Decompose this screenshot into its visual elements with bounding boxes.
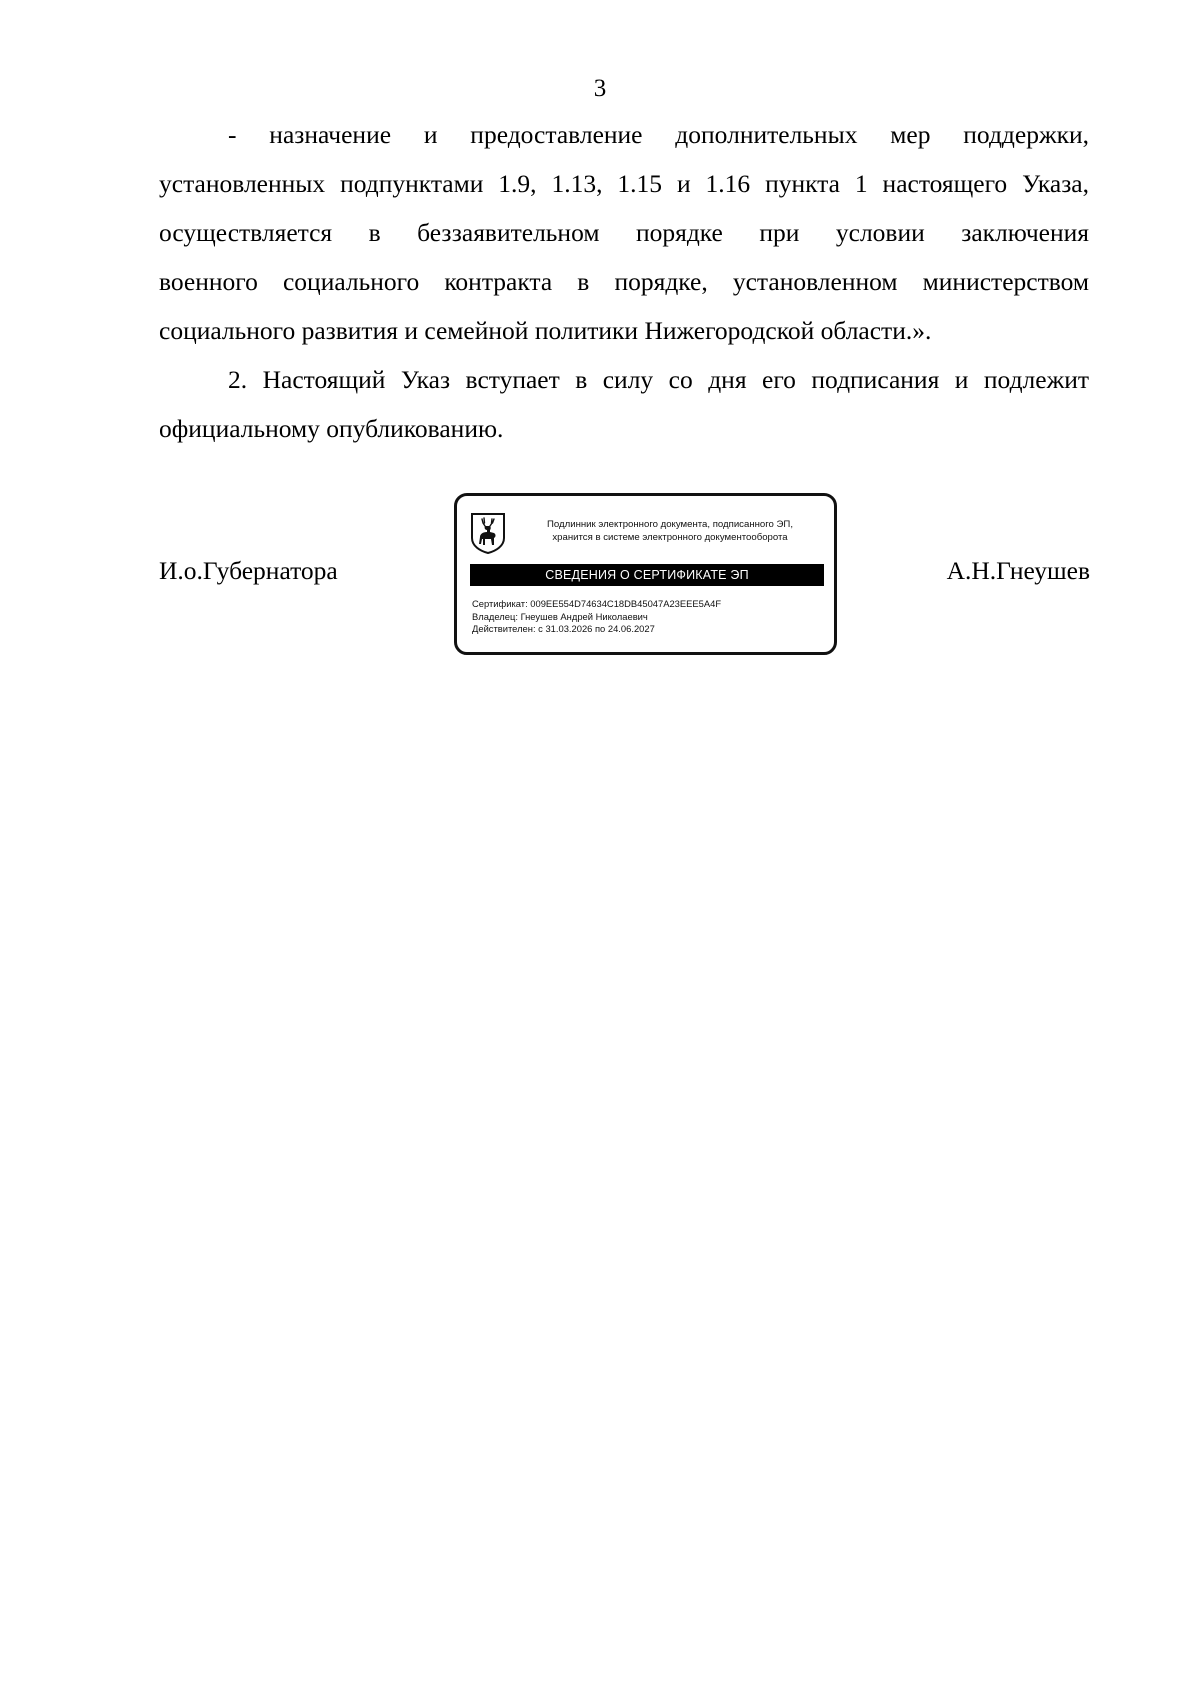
signatory-name: А.Н.Гнеушев [946, 556, 1090, 585]
paragraph-line: военного социального контракта в порядке, установленном министерством [159, 267, 1089, 296]
paragraph-line: 2. Настоящий Указ вступает в силу со дня его подписания и подлежит [228, 365, 1089, 394]
signatory-position: И.о.Губернатора [159, 556, 338, 585]
stamp-certificate-details [472, 598, 721, 636]
stamp-certificate-number: Сертификат: 009EE554D74634C18DB45047A23EEE5A4F [472, 598, 722, 609]
paragraph-line: официальному опубликованию. [159, 414, 504, 443]
electronic-signature-stamp [454, 493, 837, 655]
paragraph-line: - назначение и предоставление дополнительных мер поддержки, [228, 120, 1089, 149]
paragraph-entry-into-force [159, 355, 1089, 453]
paragraph-line: осуществляется в беззаявительном порядке при условии заключения [159, 218, 1089, 247]
paragraph-line: социального развития и семейной политики Нижегородской области.». [159, 316, 932, 345]
stamp-title-bar: СВЕДЕНИЯ О СЕРТИФИКАТЕ ЭП [470, 564, 824, 586]
page-number: 3 [593, 75, 607, 102]
stamp-header-line: Подлинник электронного документа, подписанного ЭП, [547, 519, 793, 530]
stamp-certificate-owner: Владелец: Гнеушев Андрей Николаевич [472, 610, 648, 622]
paragraph-line: установленных подпунктами 1.9, 1.13, 1.15 и 1.16 пункта 1 настоящего Указа, [159, 169, 1089, 198]
stamp-certificate-validity: Действителен: с 31.03.2026 по 24.06.2027 [472, 623, 655, 634]
stamp-header [515, 518, 825, 544]
deer-coat-of-arms-icon [470, 512, 506, 554]
stamp-header-line: хранится в системе электронного документооборота [552, 532, 788, 543]
paragraph-support-measures [159, 110, 1089, 355]
